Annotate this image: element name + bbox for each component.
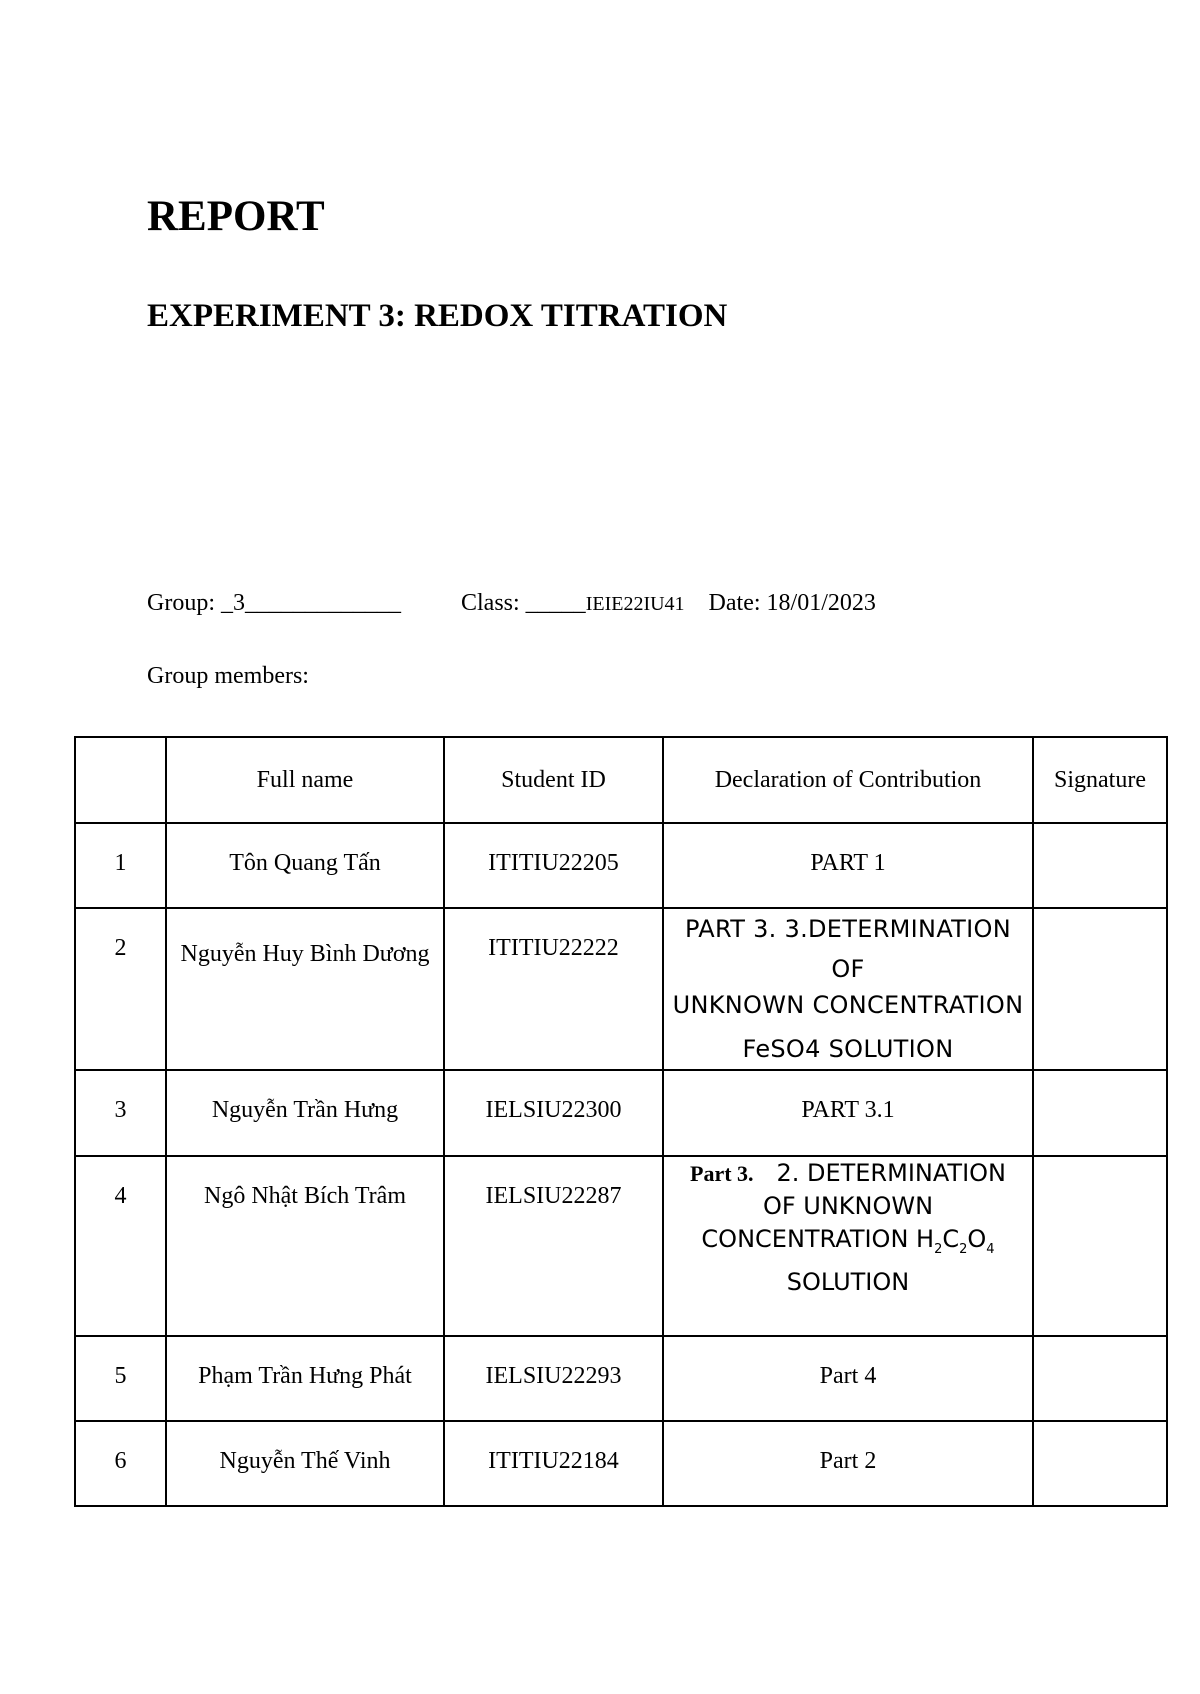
formula-subscript: 2 [934,1241,943,1257]
member-name: Nguyễn Thế Vinh [166,1421,444,1506]
member-name: Nguyễn Trần Hưng [166,1070,444,1156]
report-title: REPORT [147,193,325,240]
contribution-line [670,1157,1026,1190]
member-name: Ngô Nhật Bích Trâm [166,1156,444,1336]
signature-cell[interactable] [1033,823,1167,908]
formula-subscript: 4 [986,1241,995,1257]
header-contribution: Declaration of Contribution [663,737,1033,823]
member-name: Tôn Quang Tấn [166,823,444,908]
contribution-text: CONCENTRATION H [701,1225,935,1253]
contribution [663,908,1033,1070]
experiment-title: EXPERIMENT 3: REDOX TITRATION [147,298,728,334]
table-row [75,1421,1167,1506]
row-number: 5 [75,1336,166,1421]
table-row [75,908,1167,1070]
member-name: Nguyễn Huy Bình Dương [166,908,444,1070]
header-student-id: Student ID [444,737,663,823]
student-id: ITITIU22205 [444,823,663,908]
signature-cell[interactable] [1033,1421,1167,1506]
student-id: IELSIU22287 [444,1156,663,1336]
contribution [663,1156,1033,1336]
table-header-row [75,737,1167,823]
contribution-text: 2. DETERMINATION [776,1159,1006,1187]
contribution: PART 1 [663,823,1033,908]
header-signature: Signature [1033,737,1167,823]
signature-cell[interactable] [1033,1156,1167,1336]
contribution: Part 2 [663,1421,1033,1506]
student-id: IELSIU22293 [444,1336,663,1421]
contribution-line: SOLUTION [786,1267,910,1296]
row-number: 2 [75,908,166,1070]
table-row [75,1156,1167,1336]
row-number: 1 [75,823,166,908]
row-number: 3 [75,1070,166,1156]
formula-subscript: 2 [959,1241,968,1257]
signature-cell[interactable] [1033,1070,1167,1156]
contribution: Part 4 [663,1336,1033,1421]
signature-cell[interactable] [1033,1336,1167,1421]
contribution: PART 3.1 [663,1070,1033,1156]
header-number [75,737,166,823]
contribution-line: PART 3. 3.DETERMINATION OF [685,915,1011,983]
contribution-line: FeSO4 SOLUTION [742,1035,954,1063]
formula-element: C [942,1225,960,1253]
table-row [75,1070,1167,1156]
group-members-label: Group members: [147,663,309,689]
student-id: IELSIU22300 [444,1070,663,1156]
row-number: 4 [75,1156,166,1336]
contribution-line [670,1223,1026,1266]
signature-cell[interactable] [1033,908,1167,1070]
row-number: 6 [75,1421,166,1506]
contribution-part: Part 3. [690,1161,754,1186]
student-id: ITITIU22222 [444,908,663,1070]
class-label: Class: _____ [461,590,586,616]
member-name: Phạm Trần Hưng Phát [166,1336,444,1421]
contribution-line: UNKNOWN CONCENTRATION [672,991,1024,1019]
table-row [75,823,1167,908]
student-id: ITITIU22184 [444,1421,663,1506]
header-full-name: Full name [166,737,444,823]
contribution-line: OF UNKNOWN [762,1192,934,1220]
group-members-table [74,736,1168,1507]
table-row [75,1336,1167,1421]
formula-element: O [967,1225,987,1253]
date-field: Date: 18/01/2023 [708,590,876,616]
class-value: IEIE22IU41 [585,593,685,615]
group-field: Group: _3_____________ [147,590,401,616]
group-class-date-line [147,590,876,617]
